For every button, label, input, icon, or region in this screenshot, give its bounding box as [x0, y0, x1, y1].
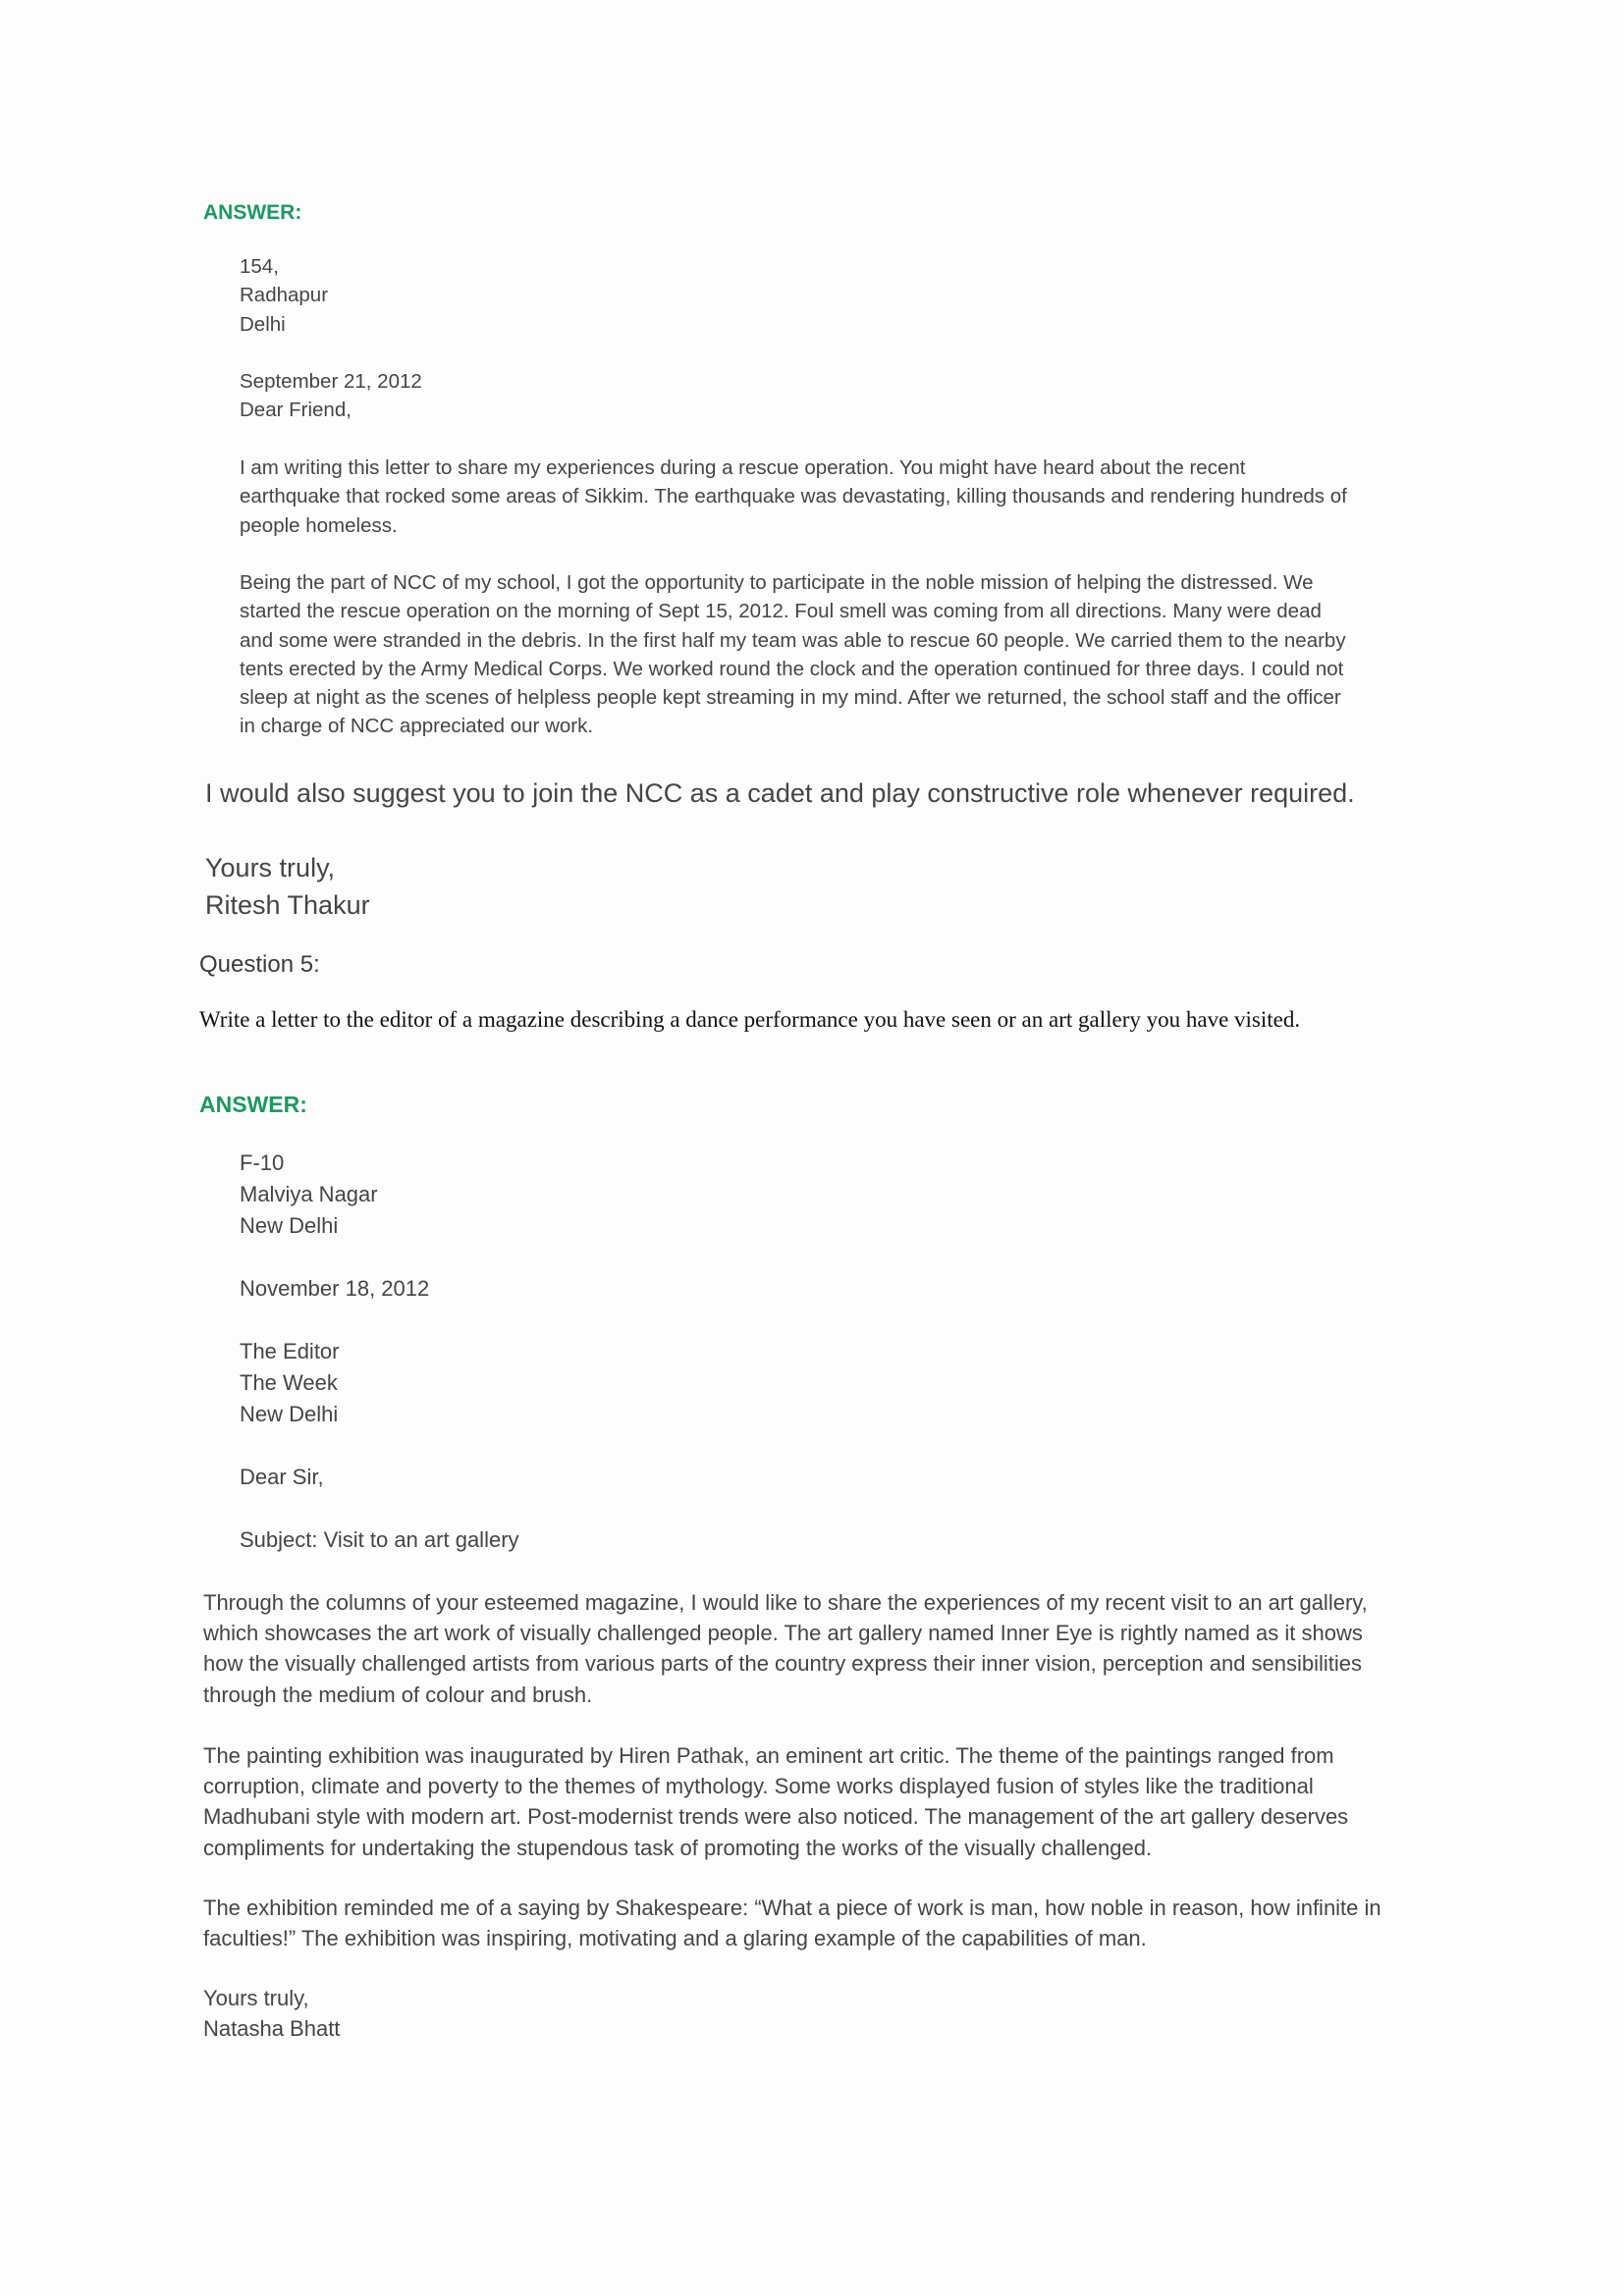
recipient-line: New Delhi	[240, 1402, 339, 1426]
address-line: Delhi	[240, 312, 286, 336]
letter-greeting: Dear Sir,	[240, 1465, 324, 1489]
suggestion-line: I would also suggest you to join the NCC as a cadet and play constructive role whenever required.	[205, 778, 1355, 808]
recipient-address	[240, 1336, 340, 1430]
letter-date-greeting	[240, 367, 422, 425]
paragraph-line: tents erected by the Army Medical Corps. We worked round the clock and the operation continued for three days. I could not	[240, 657, 1344, 680]
closing-text: Yours truly,	[205, 853, 336, 882]
paragraph-line: The exhibition reminded me of a saying by Shakespeare: “What a piece of work is man, how noble in reason, how infinite in	[203, 1896, 1381, 1920]
letter-date: September 21, 2012	[240, 370, 422, 393]
answer-label: ANSWER:	[203, 201, 302, 224]
paragraph-line: Madhubani style with modern art. Post-modernist trends were also noticed. The management of the art gallery deserves	[203, 1804, 1349, 1830]
paragraph-line: through the medium of colour and brush.	[203, 1682, 593, 1707]
sender-address	[240, 252, 328, 339]
paragraph-line: in charge of NCC appreciated our work.	[240, 715, 594, 738]
body-paragraph	[240, 454, 1347, 540]
body-paragraph	[203, 1587, 1368, 1710]
letter-closing	[203, 1983, 340, 2044]
paragraph-line: Through the columns of your esteemed magazine, I would like to share the experiences of my recent visit to an art gallery,	[203, 1590, 1368, 1615]
address-line: 154,	[240, 255, 279, 278]
paragraph-line: how the visually challenged artists from various parts of the country express their inner vision, perception and sensibilities	[203, 1651, 1363, 1677]
signature: Ritesh Thakur	[205, 890, 370, 920]
address-line: New Delhi	[240, 1213, 339, 1238]
paragraph-line: earthquake that rocked some areas of Sikkim. The earthquake was devastating, killing thousands and rendering hundreds of	[240, 485, 1347, 508]
address-line: Radhapur	[240, 284, 329, 307]
recipient-line: The Editor	[240, 1339, 340, 1363]
body-paragraph	[203, 1740, 1348, 1863]
paragraph-line: The painting exhibition was inaugurated by Hiren Pathak, an eminent art critic. The theme of the paintings ranged from	[203, 1743, 1334, 1768]
sender-address	[240, 1148, 378, 1242]
address-line: Malviya Nagar	[240, 1182, 378, 1206]
body-paragraph	[203, 1893, 1381, 1953]
paragraph-line: Being the part of NCC of my school, I got the opportunity to participate in the noble mission of helping the distressed. We	[240, 571, 1314, 594]
letter-date: November 18, 2012	[240, 1276, 430, 1301]
answer-label: ANSWER:	[199, 1092, 307, 1117]
question-text: Write a letter to the editor of a magazine describing a dance performance you have seen or an art gallery you have visited.	[199, 1007, 1301, 1032]
body-paragraph	[240, 568, 1346, 741]
signature: Natasha Bhatt	[203, 2016, 341, 2042]
letter-greeting: Dear Friend,	[240, 399, 352, 422]
paragraph-line: people homeless.	[240, 513, 398, 537]
closing-text: Yours truly,	[203, 1986, 309, 2010]
paragraph-line: I am writing this letter to share my experiences during a rescue operation. You might have heard about the recent	[240, 456, 1246, 479]
recipient-line: The Week	[240, 1370, 338, 1395]
paragraph-line: corruption, climate and poverty to the themes of mythology. Some works displayed fusion of styles like the traditional	[203, 1774, 1314, 1799]
letter-subject: Subject: Visit to an art gallery	[240, 1527, 519, 1552]
paragraph-line: faculties!” The exhibition was inspiring, motivating and a glaring example of the capabilities of man.	[203, 1926, 1147, 1951]
paragraph-line: and some were stranded in the debris. In the first half my team was able to rescue 60 people. We carried them to the nearby	[240, 628, 1346, 652]
paragraph-line: started the rescue operation on the morning of Sept 15, 2012. Foul smell was coming from all directions. Many were dead	[240, 600, 1322, 623]
letter-closing	[205, 849, 370, 924]
paragraph-line: sleep at night as the scenes of helpless people kept streaming in my mind. After we returned, the school staff and the officer	[240, 686, 1341, 710]
address-line: F-10	[240, 1150, 285, 1175]
question-title: Question 5:	[199, 951, 320, 978]
paragraph-line: which showcases the art work of visually challenged people. The art gallery named Inner Eye is rightly named as it shows	[203, 1621, 1363, 1646]
paragraph-line: compliments for undertaking the stupendous task of promoting the works of the visually challenged.	[203, 1835, 1153, 1860]
